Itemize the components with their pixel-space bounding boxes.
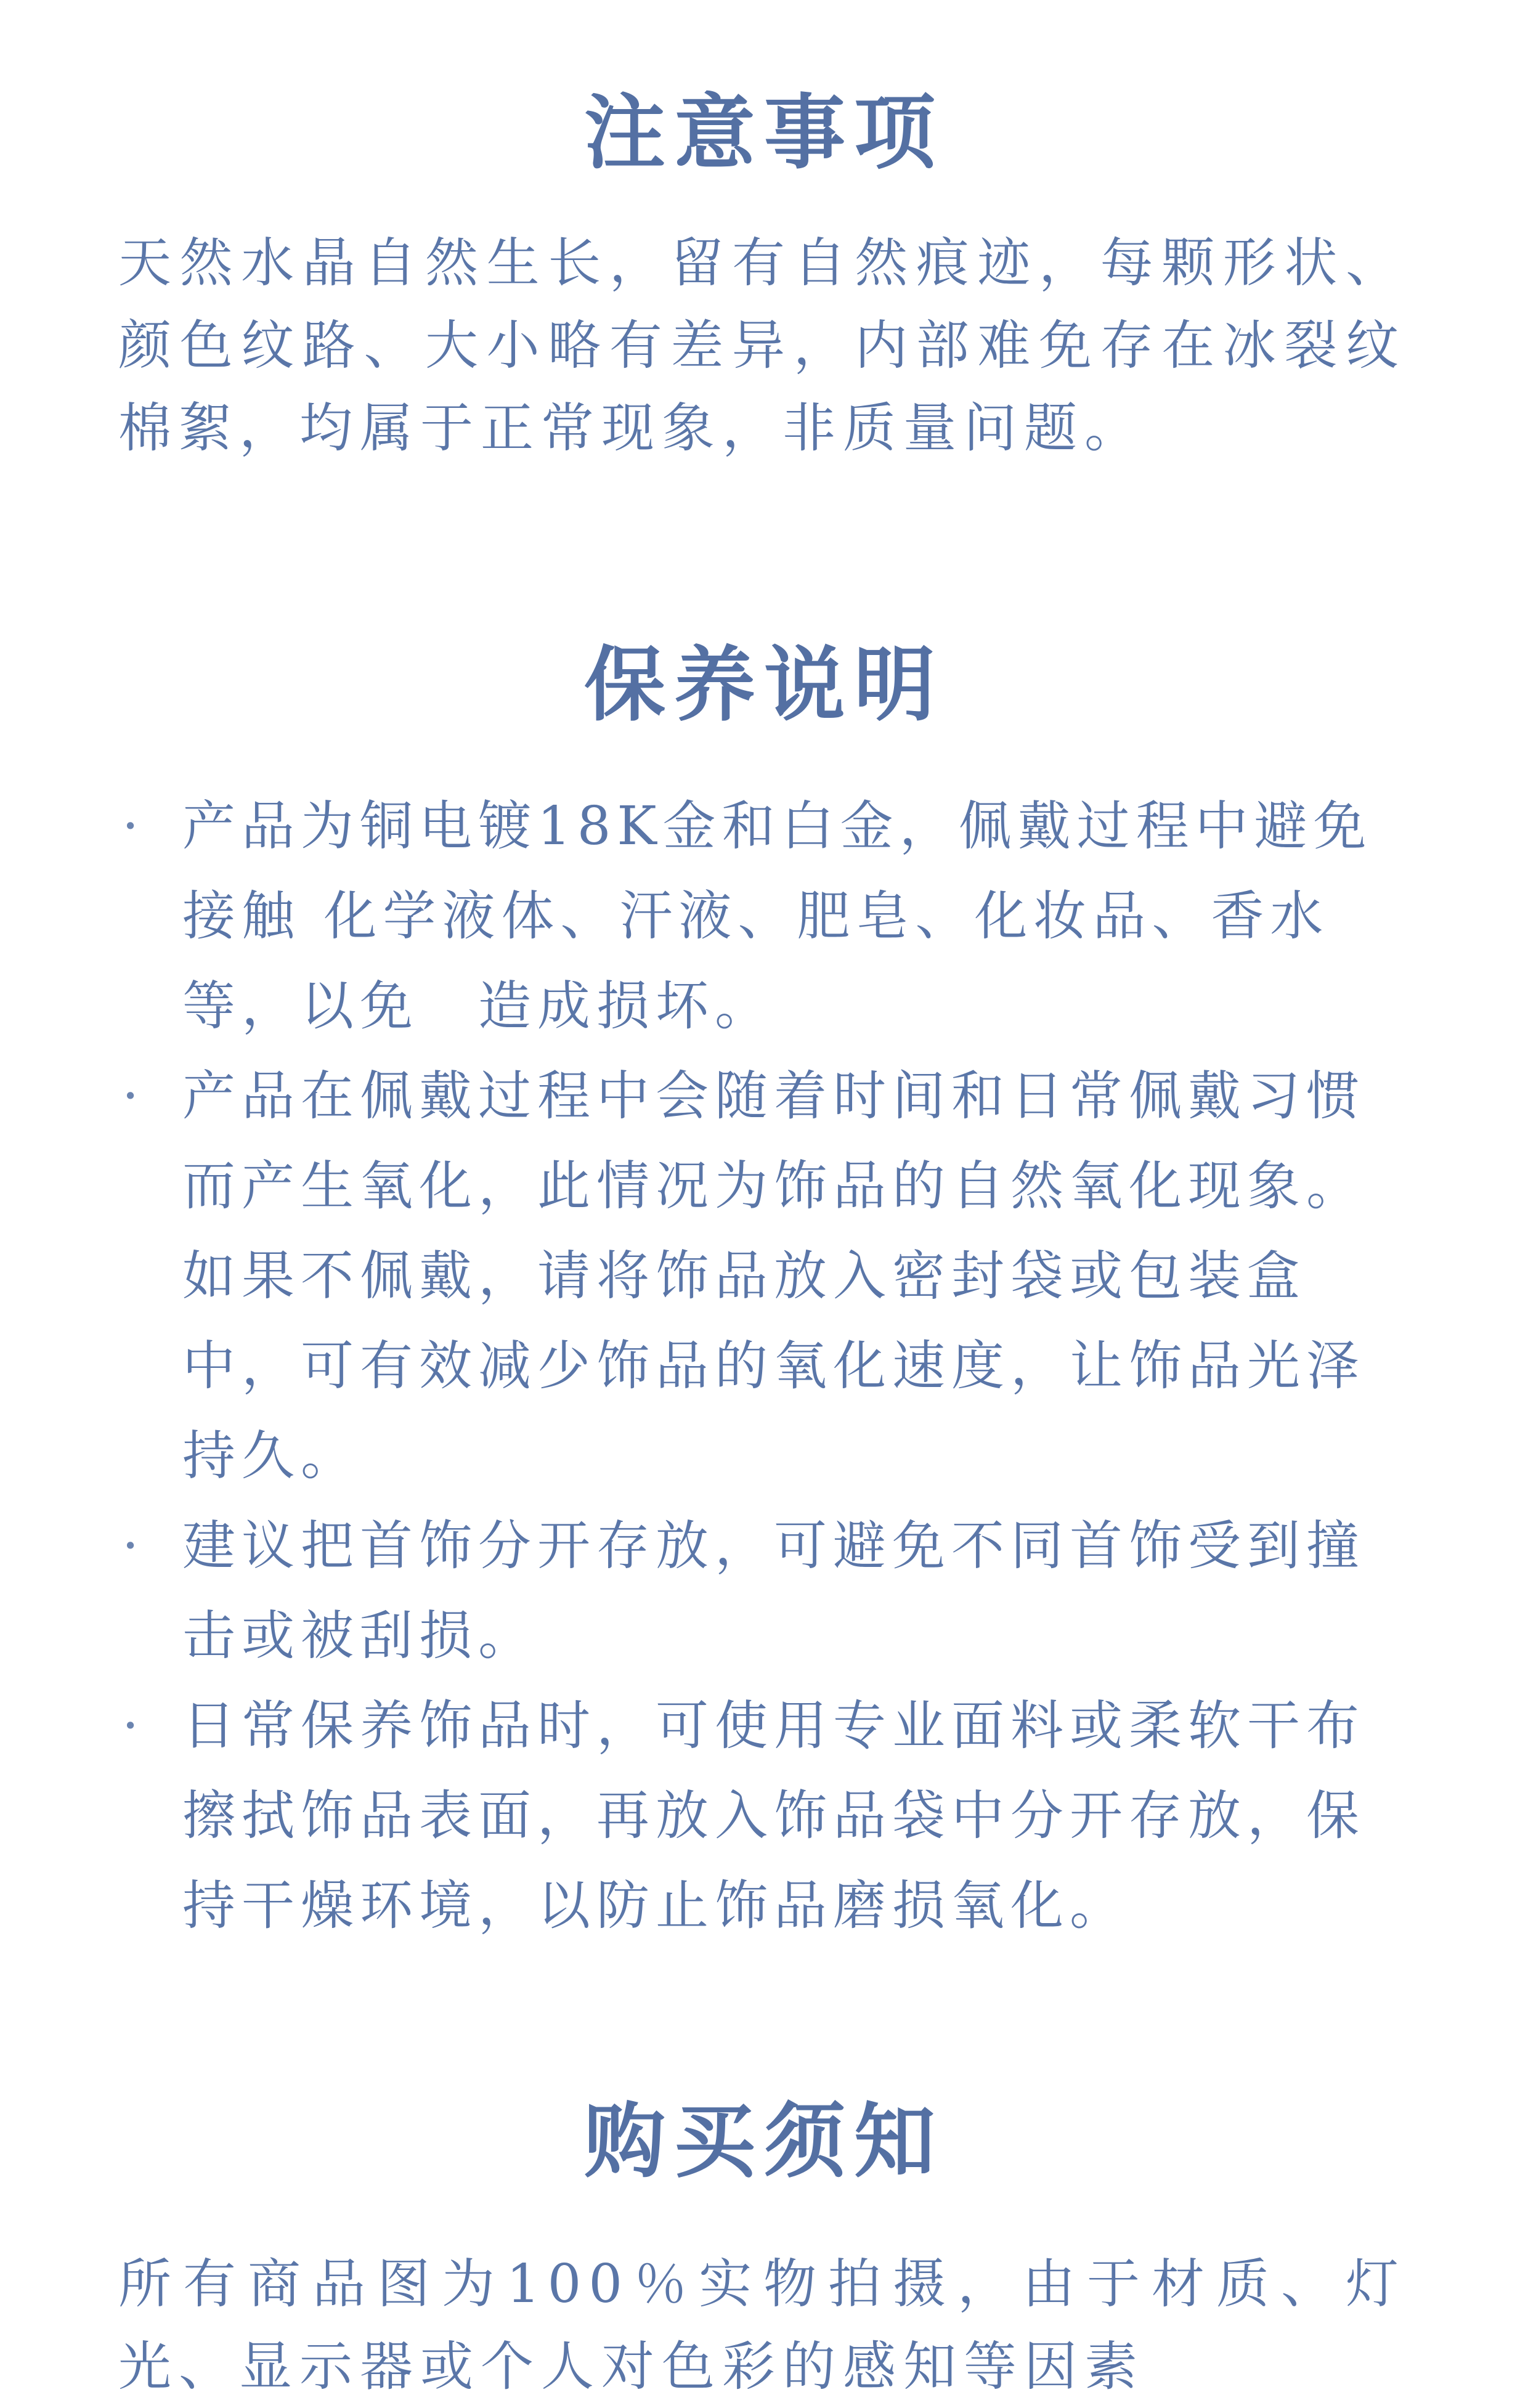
care-item (118, 1051, 1400, 1501)
care-item (118, 1681, 1400, 1951)
care-title: 保养说明 (584, 637, 944, 733)
bullet-dot-icon: · (122, 1695, 145, 1757)
care-item (118, 1501, 1400, 1681)
purchase-body: 所有商品图为100％实物拍摄，由于材质、灯光、显示器或个人对色彩的感知等因素 (118, 2253, 1406, 2398)
purchase-title: 购买须知 (584, 2094, 944, 2189)
bullet-dot-icon: · (122, 1515, 145, 1577)
care-list (118, 781, 1400, 1951)
notice-title: 注意事项 (584, 85, 944, 181)
bullet-dot-icon: · (122, 795, 145, 857)
care-item-text: 产品在佩戴过程中会随着时间和日常佩戴习惯而产生氧化，此情况为饰品的自然氧化现象。如果不佩戴，请将饰品放入密封袋或包装盒中，可有效减少饰品的氧化速度，让饰品光泽持久。 (182, 1065, 1365, 1487)
care-item-text: 产品为铜电镀18K金和白金，佩戴过程中避免接触 化学液体、汗液、肥皂、化妆品、香水等，以免 造成损坏。 (182, 795, 1373, 1037)
bullet-dot-icon: · (122, 1065, 145, 1127)
care-item-text: 建议把首饰分开存放，可避免不同首饰受到撞击或被刮损。 (182, 1515, 1365, 1667)
notice-body: 天然水晶自然生长，留有自然痕迹，每颗形状、颜色纹路、大小略有差异，内部难免存在冰裂纹棉絮，均属于正常现象，非质量问题。 (118, 232, 1406, 459)
care-item-text: 日常保养饰品时，可使用专业面料或柔软干布擦拭饰品表面，再放入饰品袋中分开存放，保持干燥环境，以防止饰品磨损氧化。 (182, 1695, 1365, 1937)
care-item (118, 781, 1400, 1051)
